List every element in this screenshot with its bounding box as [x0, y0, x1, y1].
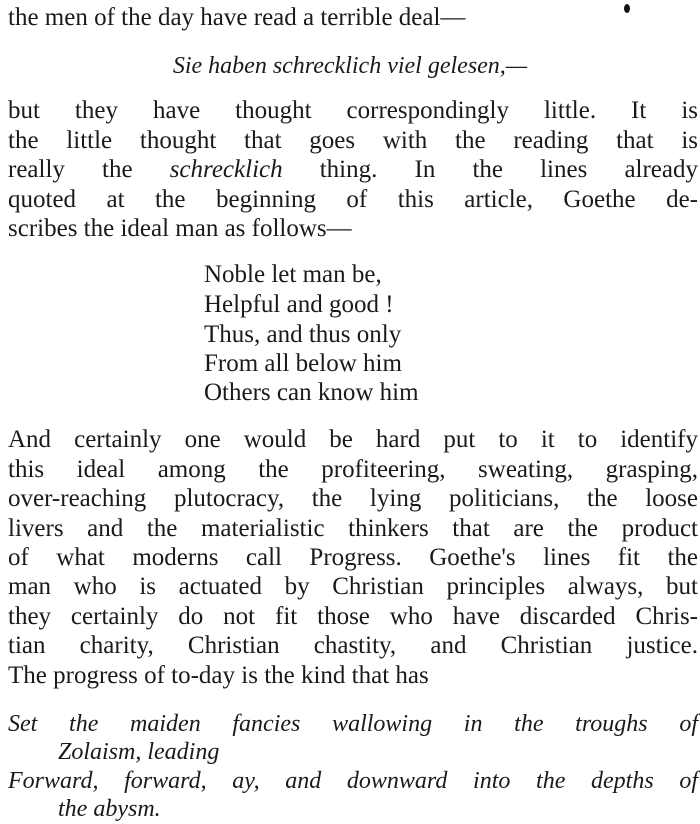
verse-line-4: the abysm.	[58, 796, 161, 822]
para1-line-3-post: thing. In the lines already	[282, 156, 698, 183]
poem-line-2: Helpful and good !	[204, 291, 394, 318]
poem-line-1: Noble let man be,	[204, 261, 382, 288]
para2-line-5: of what moderns call Progress. Goethe's lines fit the	[8, 544, 698, 571]
para1-line-3-pre: really the	[8, 156, 170, 183]
verse-line-1: Set the maiden fancies wallowing in the troughs of	[8, 711, 698, 737]
german-quote: Sie haben schrecklich viel gelesen,—	[172, 53, 528, 79]
para2-line-6: man who is actuated by Christian principles always, but	[8, 573, 698, 600]
para2-line-9: The progress of to-day is the kind that has	[8, 662, 429, 689]
poem-line-5: Others can know him	[204, 379, 419, 406]
para1-line-3	[8, 155, 698, 184]
para2-line-3: over-reaching plutocracy, the lying politicians, the loose	[8, 485, 698, 512]
para1-line-5: scribes the ideal man as follows—	[8, 215, 352, 242]
para1-line-3-italic: schrecklich	[169, 156, 283, 183]
para2-line-1: And certainly one would be hard put to it to identify	[8, 426, 698, 453]
para2-line-4: livers and the materialistic thinkers that are the product	[8, 515, 698, 542]
para1-line-4: quoted at the beginning of this article, Goethe de-	[8, 186, 698, 213]
verse-line-2: Zolaism, leading	[58, 739, 220, 765]
verse-line-3: Forward, forward, ay, and downward into the depths of	[8, 768, 698, 794]
poem-line-3: Thus, and thus only	[204, 321, 402, 348]
poem-line-4: From all below him	[204, 350, 402, 377]
para2-line-2: this ideal among the profiteering, sweating, grasping,	[8, 456, 698, 483]
para2-line-7: they certainly do not fit those who have discarded Chris-	[8, 603, 698, 630]
para1-line-2: the little thought that goes with the reading that is	[8, 127, 698, 154]
para2-line-8: tian charity, Christian chastity, and Christian justice.	[8, 632, 698, 659]
para1-line-1: but they have thought correspondingly little. It is	[8, 97, 698, 124]
intro-line: the men of the day have read a terrible deal—	[8, 4, 466, 31]
